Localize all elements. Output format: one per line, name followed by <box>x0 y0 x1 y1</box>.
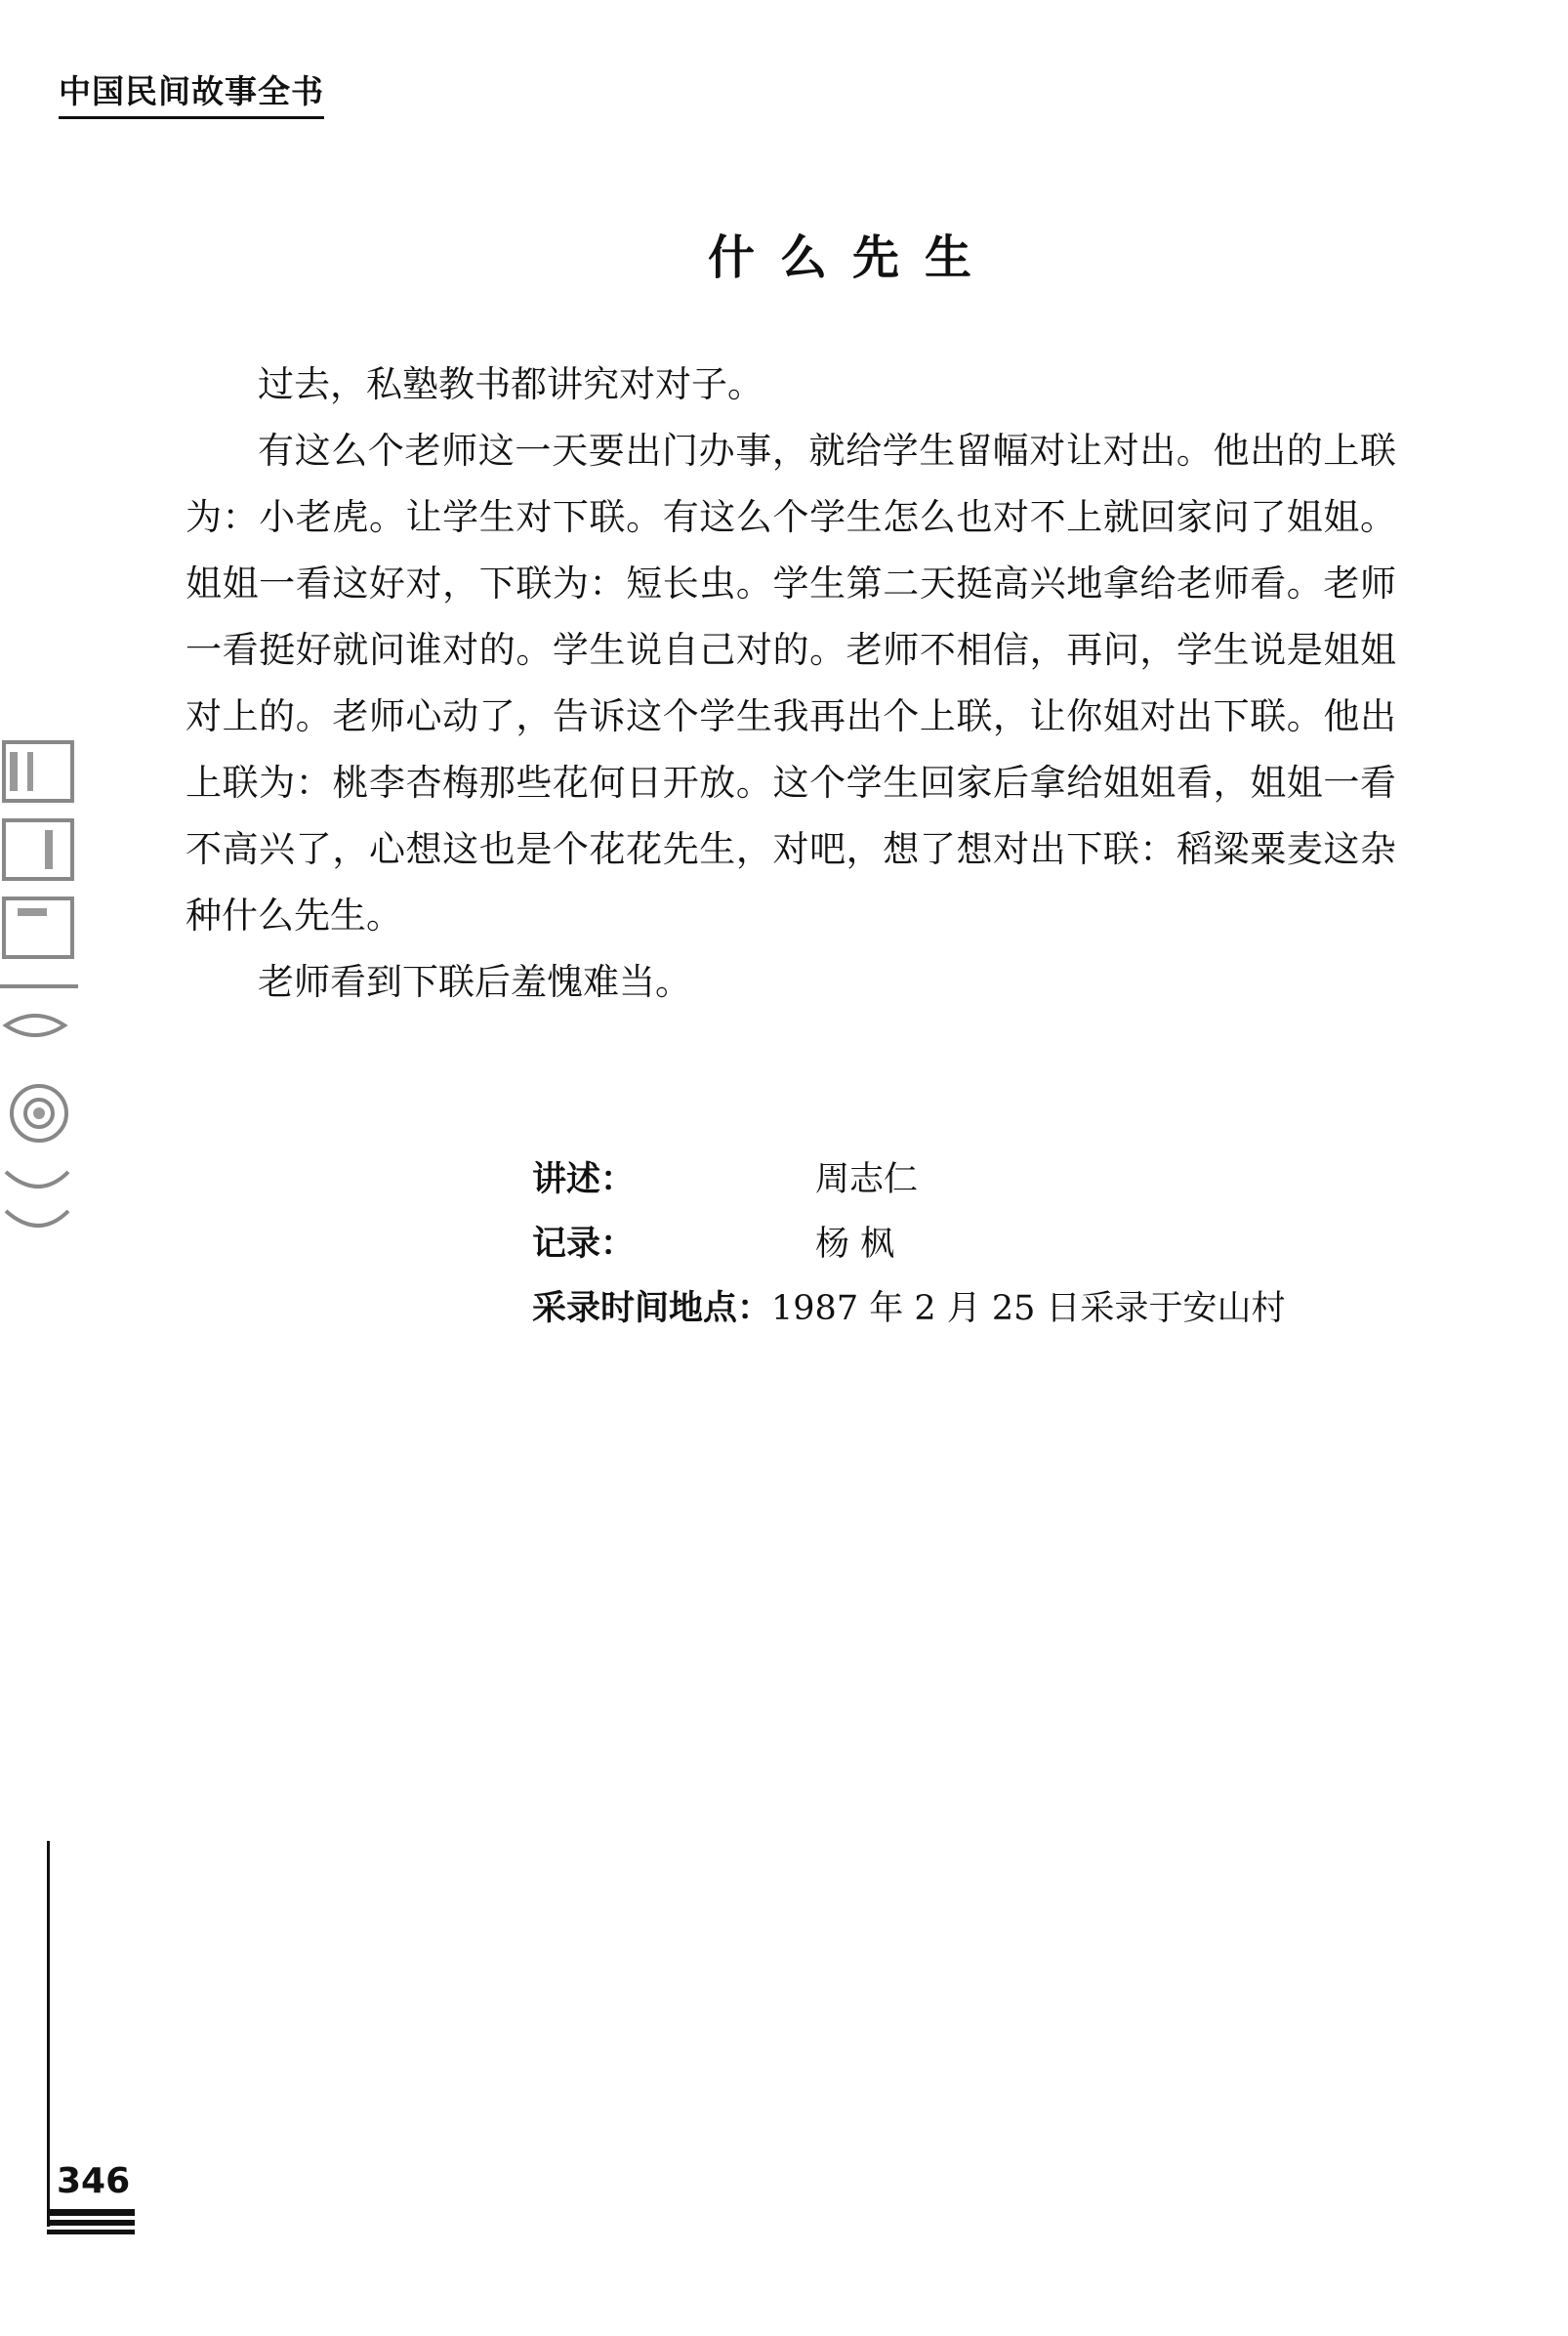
paragraph: 过去，私塾教书都讲究对对子。 <box>258 363 763 405</box>
page-number: 346 <box>57 2161 131 2201</box>
paragraph: 有这么个老师这一天要出门办事，就给学生留幅对让对出。他出的上联为：小老虎。让学生对下联。有这么个学生怎么也对不上就回家问了姐姐。姐姐一看这好对，下联为：短长虫。学生第二天挺高兴地拿给老师看。老师一看挺好就问谁对的。学生说自己对的。老师不相信，再问，学生说是姐姐对上的。老师心动了，告诉这个学生我再出个上联，让你姐对出下联。他出上联为：桃李杏梅那些花何日开放。这个学生回家后拿给姐姐看，姐姐一看不高兴了，心想这也是个花花先生，对吧，想了想对出下联：稻粱粟麦这杂种什么先生。 <box>186 430 1396 937</box>
credit-recorder-value: 杨 枫 <box>815 1225 895 1264</box>
credits-block <box>532 1147 1286 1341</box>
credit-narrator-value: 周志仁 <box>815 1160 919 1199</box>
page-number-bars <box>47 2209 135 2236</box>
credit-time-place-label: 采录时间地点： <box>532 1289 772 1328</box>
running-header-book-title: 中国民间故事全书 <box>59 66 324 119</box>
story-body <box>186 352 1396 1016</box>
paragraph: 老师看到下联后羞愧难当。 <box>258 961 691 1003</box>
credit-time-place <box>532 1276 1286 1341</box>
credit-recorder <box>532 1212 1286 1276</box>
credit-narrator <box>532 1147 1286 1212</box>
credit-narrator-label: 讲述： <box>532 1160 636 1199</box>
margin-rule <box>47 1841 50 2227</box>
credit-recorder-label: 记录： <box>532 1225 636 1264</box>
credit-time-place-value: 1987 年 2 月 25 日采录于安山村 <box>771 1289 1286 1328</box>
margin-emblem-icon <box>0 713 88 1289</box>
story-title: 什么先生 <box>707 230 997 285</box>
